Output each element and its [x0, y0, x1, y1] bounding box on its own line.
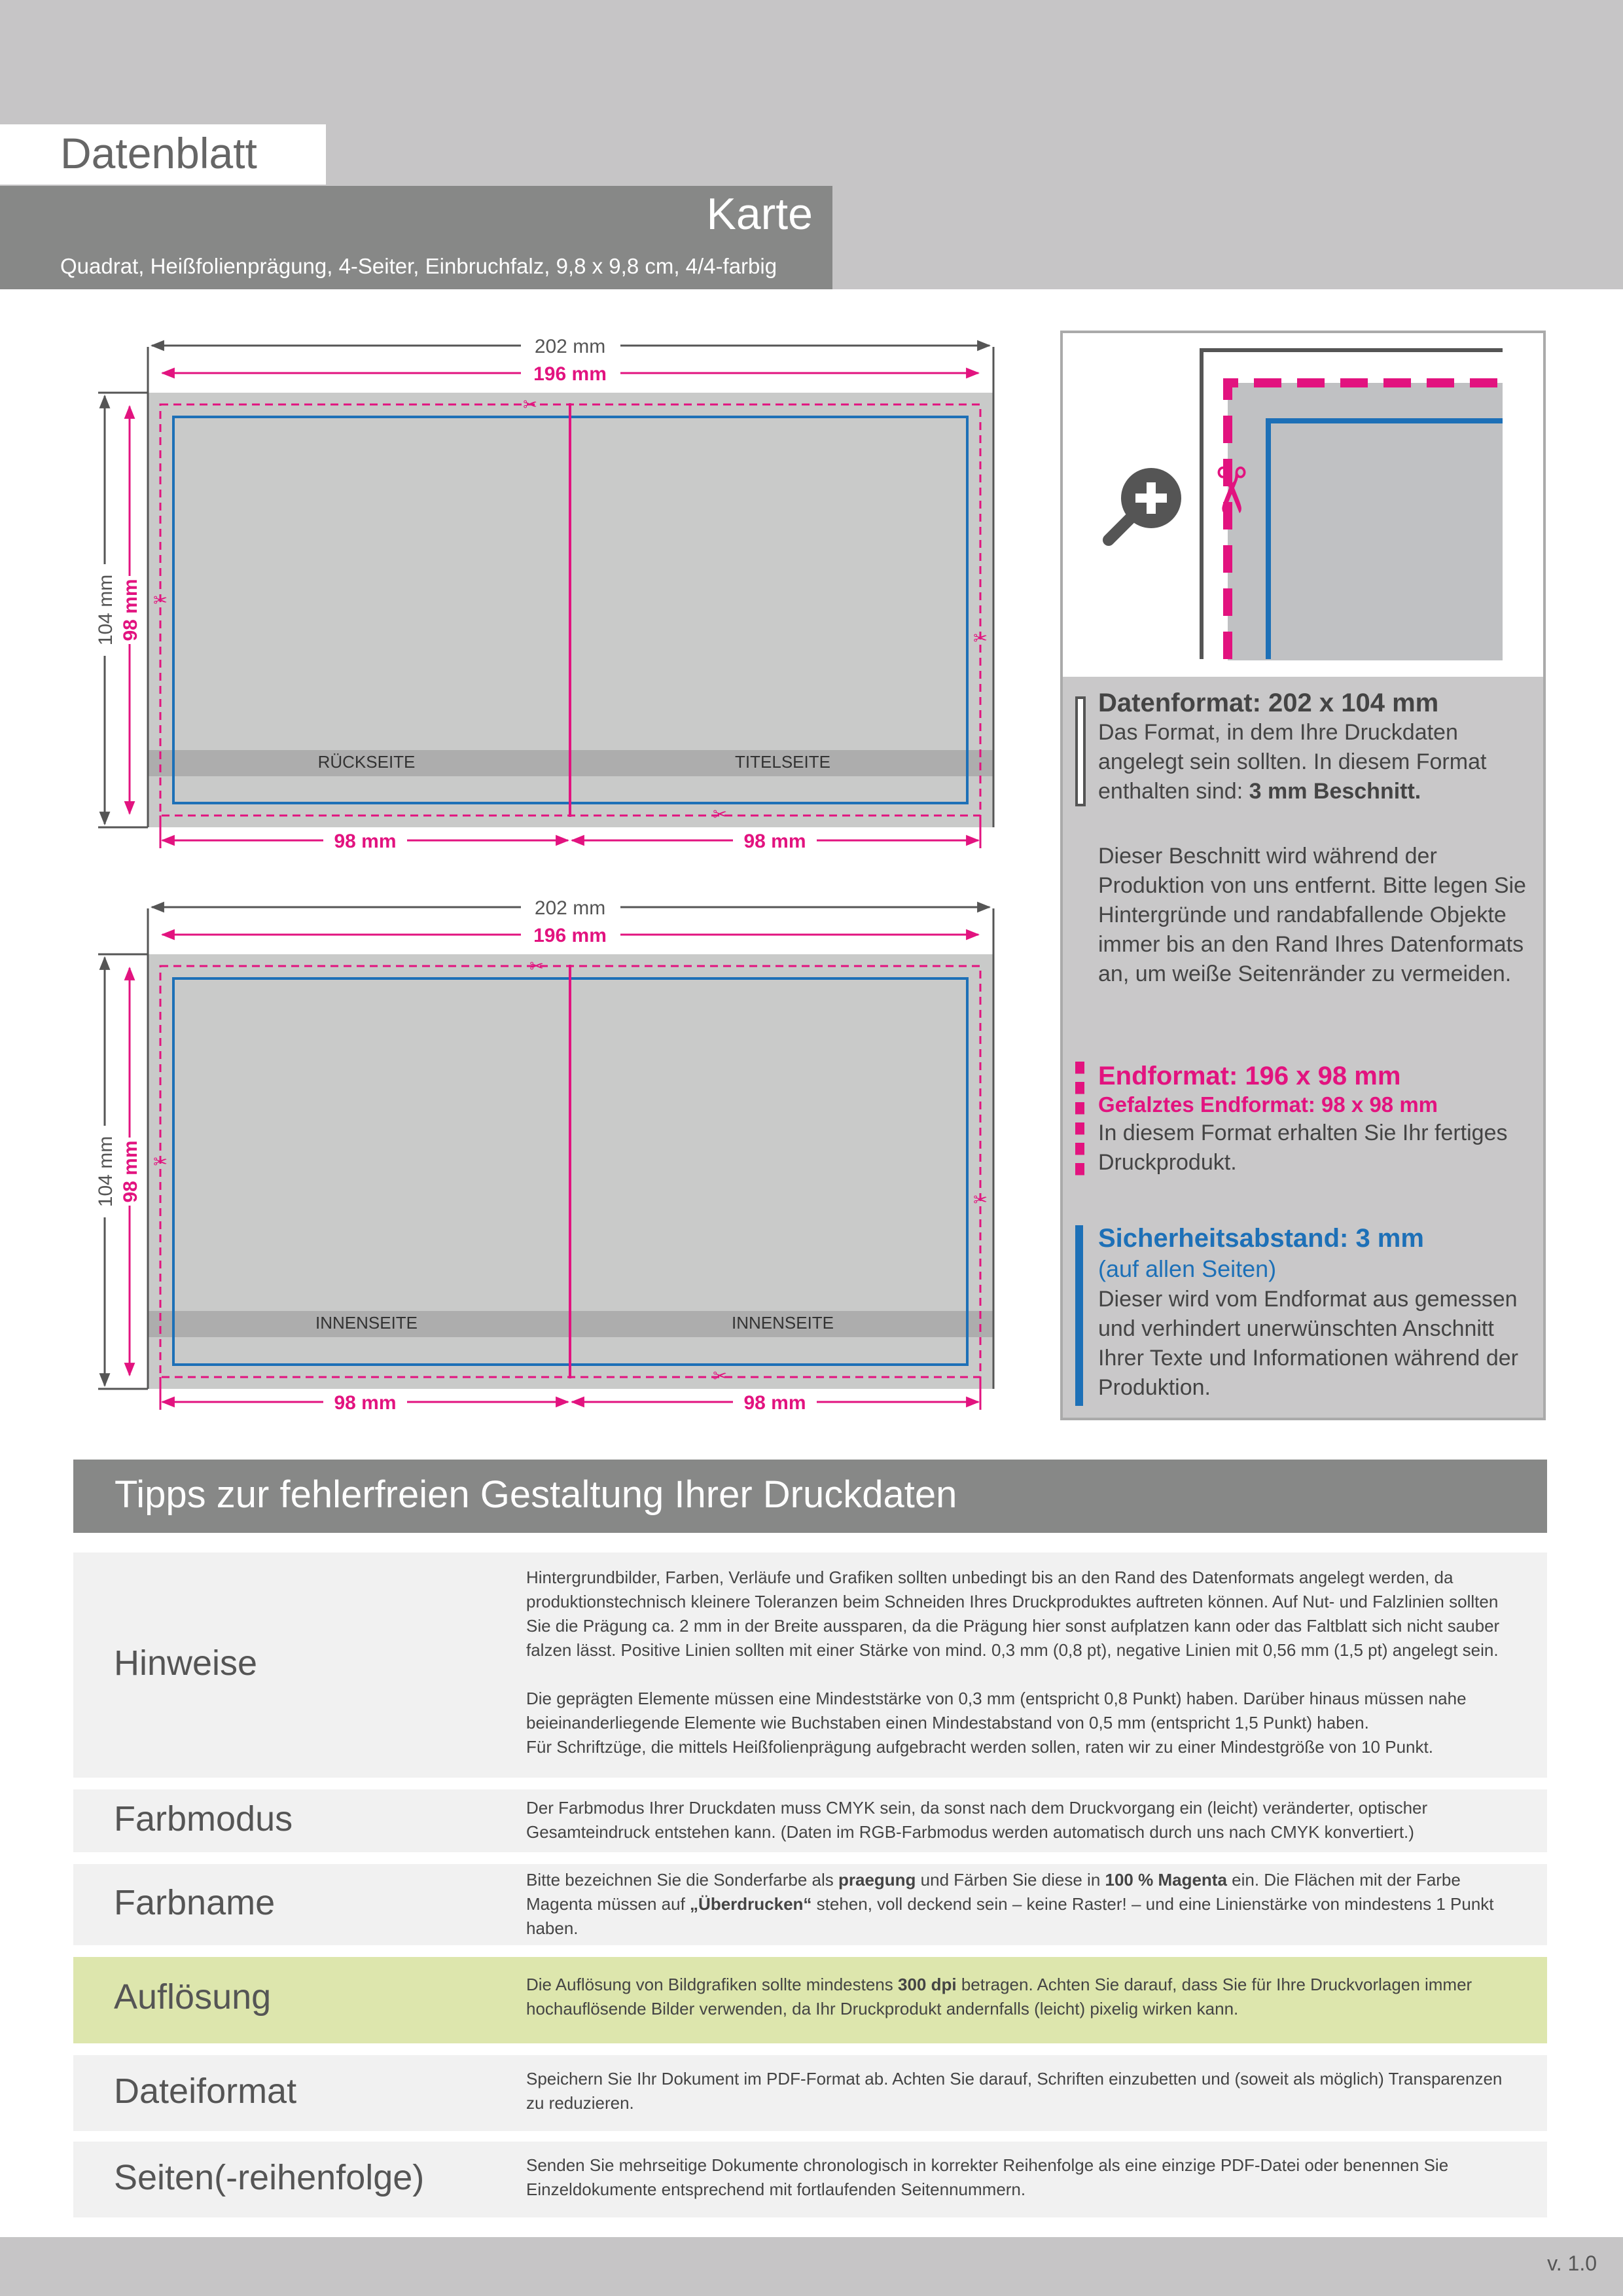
zoom-illustration — [1063, 333, 1543, 673]
tip-row-seiten — [73, 2142, 1547, 2217]
data-format-title: Datenformat: 202 x 104 mm — [1098, 689, 1439, 717]
doc-label: Datenblatt — [60, 129, 257, 177]
width-label: 202 mm — [534, 336, 606, 357]
safety-marker — [1075, 1225, 1083, 1406]
tip-label: Dateiformat — [114, 2072, 297, 2111]
bleed-text: Dieser Beschnitt wird während der Produktion von uns entfernt. Bitte legen Sie Hintergründe und randabfallende Objekte immer bis an den Rand Ihres Datenformats an, um weiße Seitenränder zu vermeiden. — [1098, 844, 1526, 986]
product-title: Karte — [706, 189, 813, 239]
trim-height-label: 98 mm — [120, 579, 141, 641]
tip-text: Senden Sie mehrseitige Dokumente chronologisch in korrekter Reihenfolge als eine einzige PDF-Datei oder benennen Sie Einzeldokumente entsprechend mit fortlaufenden Seitennummern. — [526, 2155, 1449, 2199]
panel-label-left: RÜCKSEITE — [317, 752, 416, 772]
data-format-marker — [1075, 696, 1086, 806]
tip-label: Hinweise — [114, 1643, 258, 1683]
tip-text: Der Farbmodus Ihrer Druckdaten muss CMYK sein, da sonst nach dem Druckvorgang ein (leicht) veränderter, optischer Gesamteindruck entstehen kann. (Daten im RGB-Farbmodus werden automatisch durch uns nach CMYK konvertiert.) — [526, 1798, 1428, 1842]
height-label: 104 mm — [95, 574, 116, 646]
scissors-icon: ✂ — [1195, 463, 1265, 517]
footer — [0, 2237, 1623, 2296]
height-label: 104 mm — [95, 1136, 116, 1208]
tip-paragraph: Für Schriftzüge, die mittels Heißfolienprägung aufgebracht werden sollen, raten wir zu einer Mindestgröße von 10 Punkt. — [526, 1737, 1433, 1757]
tip-text: Bitte bezeichnen Sie die Sonderfarbe als praegung und Färben Sie diese in 100 % Magenta ein. Die Flächen mit der Farbe Magenta müssen auf „Überdrucken“ stehen, voll deckend sein – keine Raster! – und eine Linienstärke von mindestens 1 Punkt haben. — [526, 1870, 1494, 1938]
scissors-icon: ✂ — [153, 590, 168, 610]
scissors-icon: ✂ — [713, 804, 727, 824]
safety-text: Dieser wird vom Endformat aus gemessen und verhindert unerwünschten Anschnitt Ihrer Texte und Informationen während der Produktion. — [1098, 1287, 1518, 1400]
panel-label-right: INNENSEITE — [731, 1313, 834, 1333]
tips-title: Tipps zur fehlerfreien Gestaltung Ihrer Druckdaten — [115, 1473, 957, 1516]
scissors-icon: ✂ — [713, 1366, 727, 1386]
folded-format-title: Gefalztes Endformat: 98 x 98 mm — [1098, 1092, 1438, 1117]
version-label: v. 1.0 — [1547, 2251, 1597, 2275]
tip-text: Speichern Sie Ihr Dokument im PDF-Format ab. Achten Sie darauf, Schriften einzubetten und (soweit als möglich) Transparenzen zu reduzieren. — [526, 2069, 1503, 2113]
tip-row-aufloesung — [73, 1957, 1547, 2043]
tip-label: Seiten(-reihenfolge) — [114, 2158, 425, 2197]
safety-title: Sicherheitsabstand: 3 mm — [1098, 1224, 1424, 1253]
scissors-icon: ✂ — [523, 395, 537, 414]
scissors-icon: ✂ — [973, 1190, 988, 1210]
left-width-label: 98 mm — [334, 831, 397, 852]
trim-height-label: 98 mm — [120, 1140, 141, 1203]
zoom-in-icon — [1109, 468, 1181, 540]
tip-row-dateiformat — [73, 2055, 1547, 2131]
tip-text: Die Auflösung von Bildgrafiken sollte mindestens 300 dpi betragen. Achten Sie darauf, dass Sie für Ihre Druckvorlagen immer hochauflösende Bilder verwenden, da Ihr Druckprodukt andernfalls (leicht) pixelig wirken kann. — [526, 1975, 1472, 2018]
tip-label: Farbmodus — [114, 1799, 293, 1839]
data-format-bold: 3 mm Beschnitt. — [1249, 779, 1421, 804]
tip-row-hinweise — [73, 1552, 1547, 1778]
trim-width-label: 196 mm — [533, 925, 607, 946]
scissors-icon: ✂ — [973, 628, 988, 648]
diagram-2 — [93, 895, 993, 1414]
width-label: 202 mm — [534, 897, 606, 919]
tip-text — [526, 1566, 1521, 1759]
panel-label-right: TITELSEITE — [735, 752, 830, 772]
tip-label: Auflösung — [114, 1977, 272, 2017]
left-width-label: 98 mm — [334, 1392, 397, 1414]
data-format-text: Das Format, in dem Ihre Druckdaten angelegt sein sollten. In diesem Format enthalten sind: — [1098, 720, 1487, 804]
product-subtitle: Quadrat, Heißfolienprägung, 4-Seiter, Einbruchfalz, 9,8 x 9,8 cm, 4/4-farbig — [60, 254, 777, 278]
panel-label-left: INNENSEITE — [315, 1313, 418, 1333]
tip-paragraph: Hintergrundbilder, Farben, Verläufe und Grafiken sollten unbedingt bis an den Rand des Datenformats angelegt werden, da produktionstechnisch kleinere Toleranzen beim Schneiden Ihres Druckproduktes auftreten können. Auf Nut- und Falzlinien sollten Sie die Prägung ca. 2 mm in der Breite aussparen, da die Prägung hier sonst aufplatzen kann oder das Faltblatt sich nicht sauber falzen lässt. Positive Linien sollten mit einer Stärke von mind. 0,3 mm (0,8 pt), negative Linien mit 0,56 mm (1,5 pt) angelegt sein. — [526, 1568, 1500, 1660]
tip-row-farbmodus — [73, 1789, 1547, 1852]
scissors-icon: ✂ — [529, 956, 544, 976]
right-width-label: 98 mm — [743, 1392, 806, 1414]
end-format-marker — [1075, 1062, 1084, 1183]
tip-paragraph: Die geprägten Elemente müssen eine Mindeststärke von 0,3 mm (entspricht 0,8 Punkt) haben. Darüber hinaus müssen nahe beieinanderliegende Elemente wie Buchstaben einen Mindestabstand von 0,5 mm (entspricht 1,5 Punkt) haben. — [526, 1689, 1467, 1732]
tip-row-farbname — [73, 1864, 1547, 1945]
format-diagrams — [0, 0, 1047, 1440]
end-format-text: In diesem Format erhalten Sie Ihr fertiges Druckprodukt. — [1098, 1121, 1508, 1175]
right-width-label: 98 mm — [743, 831, 806, 852]
diagram-1 — [93, 334, 993, 852]
end-format-title: Endformat: 196 x 98 mm — [1098, 1062, 1401, 1090]
safety-subtitle: (auf allen Seiten) — [1098, 1255, 1277, 1282]
trim-width-label: 196 mm — [533, 363, 607, 385]
scissors-icon: ✂ — [153, 1152, 168, 1172]
tip-label: Farbname — [114, 1883, 276, 1922]
